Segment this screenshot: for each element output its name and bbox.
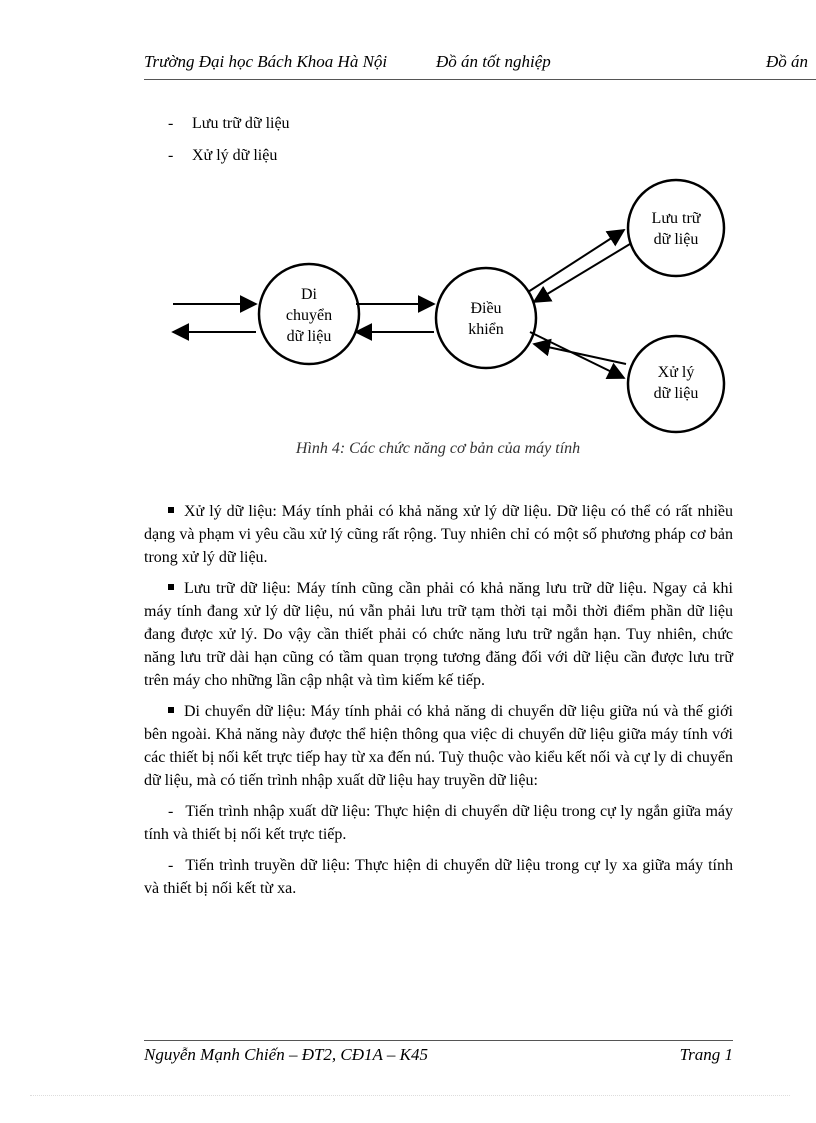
page-bottom-edge (30, 1095, 790, 1096)
bullet-square-icon (168, 707, 174, 713)
intro-item-text: Xử lý dữ liệu (192, 147, 278, 164)
paragraph-storage: Lưu trữ dữ liệu: Máy tính cũng cần phải có khả năng lưu trữ dữ liệu. Ngay cả khi máy tính đang xử lý dữ liệu, nú vẫn phải lưu trữ tạm thời tại mỗi thời điểm phần dữ liệu đang được xử lý. Do vậy cần thiết phải có chức năng lưu trữ ngắn hạn. Tuy nhiên, chức năng lưu trữ dài hạn cũng có tầm quan trọng tương đăng đối với dữ liệu cần được lưu trữ trên máy cho những lần cập nhật và tìm kiếm kế tiếp. (144, 580, 733, 689)
arrow-control-to-process (530, 332, 624, 378)
node-move-label-3: dữ liệu (286, 328, 332, 345)
paragraph-io-process: - Tiến trình nhập xuất dữ liệu: Thực hiện di chuyển dữ liệu trong cự ly ngắn giữa máy tính và thiết bị nối kết trực tiếp. (144, 803, 733, 843)
arrow-process-to-control (534, 344, 626, 364)
node-control-label-2: khiển (468, 321, 504, 338)
intro-list (168, 113, 290, 177)
node-control-label-1: Điều (470, 300, 502, 317)
intro-item: - Lưu trữ dữ liệu (168, 115, 290, 132)
node-process-label-2: dữ liệu (653, 385, 699, 402)
node-process-label-1: Xử lý (657, 364, 695, 381)
footer-divider (144, 1040, 733, 1041)
node-control-circle (436, 268, 536, 368)
paragraph-transfer-process: - Tiến trình truyền dữ liệu: Thực hiện di chuyển dữ liệu trong cự ly xa giữa máy tính và thiết bị nối kết từ xa. (144, 857, 733, 897)
arrow-storage-to-control (534, 244, 630, 302)
functions-diagram (168, 172, 738, 434)
page-header (144, 52, 816, 82)
intro-item: - Xử lý dữ liệu (168, 147, 278, 164)
node-process-circle (628, 336, 724, 432)
footer-page-number: Trang 1 (679, 1045, 733, 1064)
header-divider (144, 79, 816, 80)
footer-author: Nguyễn Mạnh Chiến – ĐT2, CĐ1A – K45 (144, 1045, 428, 1064)
header-school: Trường Đại học Bách Khoa Hà Nội (144, 52, 388, 71)
body-text (144, 500, 733, 908)
node-storage-circle (628, 180, 724, 276)
node-move-label-2: chuyển (285, 307, 333, 324)
figure-caption: Hình 4: Các chức năng cơ bản của máy tính (295, 440, 581, 457)
header-right: Đồ án (766, 52, 809, 71)
paragraph-processing: Xử lý dữ liệu: Máy tính phải có khả năng xử lý dữ liệu. Dữ liệu có thể có rất nhiều dạng và phạm vi yêu cầu xử lý cũng rất rộng. Tuy nhiên chỉ có một số phương pháp cơ bản trong xử lý dữ liệu. (144, 503, 733, 566)
node-storage-label-2: dữ liệu (653, 231, 699, 248)
arrow-control-to-storage (528, 230, 624, 292)
node-move-label-1: Di (301, 286, 317, 303)
bullet-square-icon (168, 584, 174, 590)
header-title: Đồ án tốt nghiệp (436, 52, 551, 71)
intro-item-text: Lưu trữ dữ liệu (192, 115, 290, 132)
node-storage-label-1: Lưu trữ (651, 210, 701, 227)
bullet-square-icon (168, 507, 174, 513)
paragraph-movement: Di chuyển dữ liệu: Máy tính phải có khả năng di chuyển dữ liệu giữa nú và thế giới bên ngoài. Khả năng này được thể hiện thông qua việc di chuyển dữ liệu giữa máy tính với các thiết bị nối kết trực tiếp hay từ xa đến nú. Tuỳ thuộc vào kiểu kết nối và cự ly di chuyển dữ liệu, mà có tiến trình nhập xuất dữ liệu hay truyền dữ liệu: (144, 703, 733, 789)
